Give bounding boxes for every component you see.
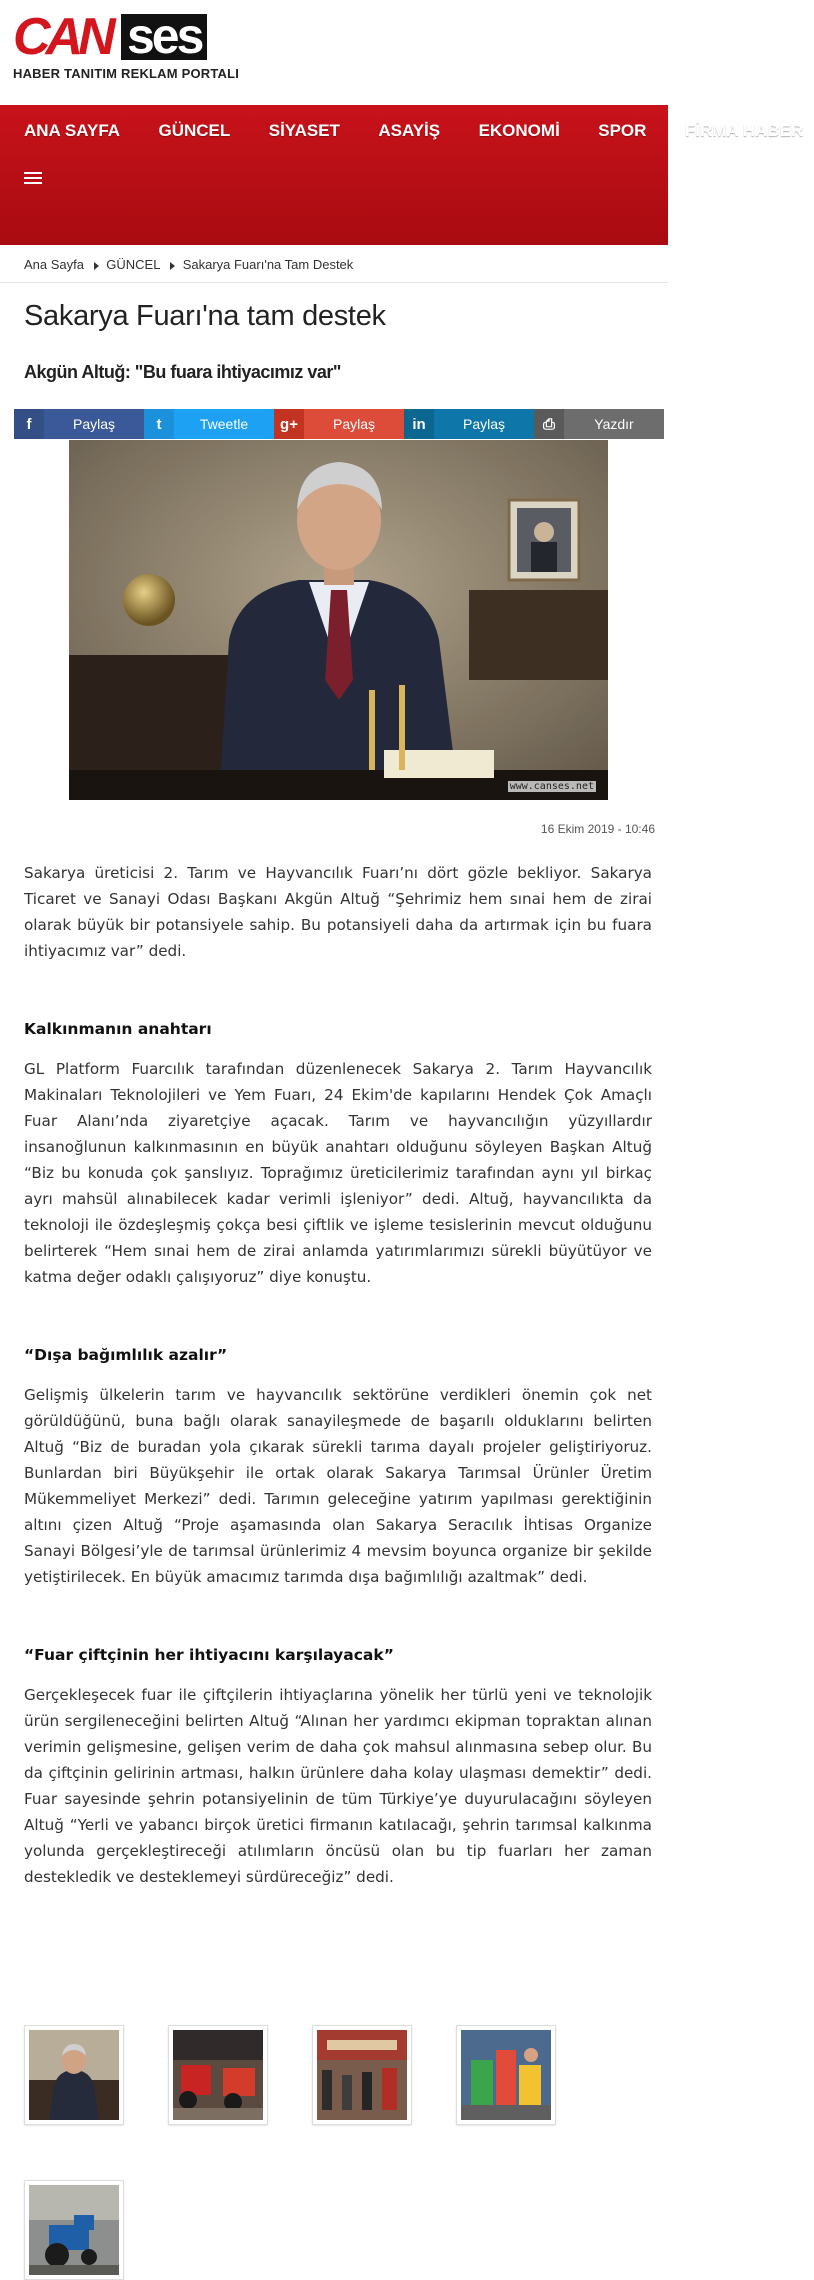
nav-item-siyaset[interactable]: SİYASET (268, 121, 340, 140)
twitter-icon: t (144, 409, 174, 439)
nav-item-ekonomi[interactable]: EKONOMİ (478, 121, 560, 140)
section-heading: “Dışa bağımlılık azalır” (24, 1346, 228, 1364)
article-paragraph: Gerçekleşecek fuar ile çiftçilerin ihtiyaçlarına yönelik her türlü yeni ve teknolojik ürün sergileneceğini belirten Altuğ “Alınan her yardımcı ekipman topraktan alınan verimin gelişmesine, gelişen verim de daha çok mahsul alınmasına sebep olur. Bu da çiftçinin gelirinin artması, halkın ürünlere daha kolay ulaşması demektir” dedi. Fuar sayesinde şehrin potansiyelinin de tüm Türkiye’ye duyurulacağını söyleyen Altuğ “Yerli ve yabancı birçok üretici firmanın katılacağı, şehrin tarımsal kalkınma yolunda gerçekleştireceği atılımların öncüsü olan bu tip fuarları her zaman destekledik ve desteklemeyi sürdüreceğiz” dedi. (24, 1686, 652, 1886)
nav-item-spor[interactable]: SPOR (598, 121, 647, 140)
article-body (24, 860, 652, 1890)
share-facebook-button[interactable] (14, 409, 144, 439)
share-googleplus-label: Paylaş (332, 416, 376, 432)
gallery-thumbnail[interactable] (312, 2025, 412, 2125)
share-googleplus-button[interactable] (274, 409, 404, 439)
gallery-thumbnail[interactable] (168, 2025, 268, 2125)
linkedin-icon: in (404, 409, 434, 439)
logo-can-text: CAN (13, 8, 111, 66)
breadcrumb-category[interactable]: GÜNCEL (106, 257, 161, 272)
nav-item-ana-sayfa[interactable]: ANA SAYFA (24, 121, 121, 140)
share-linkedin-button[interactable] (404, 409, 534, 439)
facebook-icon: f (14, 409, 44, 439)
breadcrumb-home[interactable]: Ana Sayfa (24, 257, 84, 272)
article-paragraph: Sakarya üreticisi 2. Tarım ve Hayvancılık Fuarı’nı dört gözle bekliyor. Sakarya Ticaret ve Sanayi Odası Başkanı Akgün Altuğ “Şehrimiz hem sınai hem de zirai olarak büyük bir potansiyele sahip. Bu potansiyeli daha da artırmak için bu fuara ihtiyacımız var” dedi. (24, 864, 652, 960)
logo-ses-text: ses (121, 14, 207, 60)
breadcrumb (0, 245, 668, 283)
image-watermark: www.canses.net (509, 781, 594, 792)
breadcrumb-arrow-icon (94, 262, 99, 270)
article-paragraph: Gelişmiş ülkelerin tarım ve hayvancılık sektörüne verdikleri önemin çok net görüldüğünü, buna bağlı olarak sanayileşmede de başarılı olduklarını belirten Altuğ “Biz de buradan yola çıkarak sürekli tarıma dayalı projeler geliştiriyoruz. Bunlardan biri Büyükşehir ile ortak olarak Sakarya Tarımsal Ürünler Üretim Mükemmeliyet Merkezi” dedi. Tarımın geleceğine yatırım yapılması gerektiğinin altını çizen Altuğ “Proje aşamasında olan Sakarya Seracılık İhtisas Organize Sanayi Bölgesi’yle de tarımsal ürünlerimiz 4 mevsim boyunca organize bir şekilde yetiştirilecek. En büyük amacımız tarımda dışa bağımlılığı azaltmak” dedi. (24, 1386, 652, 1586)
site-logo[interactable] (13, 8, 235, 66)
thumbnail-image (29, 2030, 119, 2120)
article-main-image (69, 440, 608, 800)
gallery-thumbnail[interactable] (24, 2025, 124, 2125)
breadcrumb-arrow-icon (170, 262, 175, 270)
thumbnail-image (317, 2030, 407, 2120)
thumbnail-image (461, 2030, 551, 2120)
print-button[interactable] (534, 409, 664, 439)
thumbnail-image (173, 2030, 263, 2120)
hamburger-icon[interactable] (24, 172, 42, 186)
share-facebook-label: Paylaş (72, 416, 116, 432)
article-subtitle: Akgün Altuğ: "Bu fuara ihtiyacımız var" (24, 362, 341, 382)
thumbnail-image (29, 2185, 119, 2275)
nav-item-firma-haber[interactable]: FİRMA HABER (684, 121, 804, 140)
gallery-thumbnail[interactable] (24, 2180, 124, 2280)
share-twitter-label: Tweetle (199, 416, 249, 432)
print-icon: ⎙ (534, 409, 564, 439)
publish-date: 16 Ekim 2019 - 10:46 (540, 822, 655, 836)
main-nav (0, 105, 804, 245)
share-twitter-button[interactable] (144, 409, 274, 439)
share-bar (14, 409, 664, 439)
site-header (0, 0, 668, 105)
site-tagline: HABER TANITIM REKLAM PORTALI (13, 66, 240, 81)
section-heading: Kalkınmanın anahtarı (24, 1020, 212, 1038)
gallery-thumbnail[interactable] (456, 2025, 556, 2125)
article-title: Sakarya Fuarı'na tam destek (24, 300, 386, 332)
google-plus-icon: g+ (274, 409, 304, 439)
main-image-illustration (69, 440, 608, 800)
nav-item-guncel[interactable]: GÜNCEL (158, 121, 231, 140)
nav-item-asayis[interactable]: ASAYİŞ (378, 121, 441, 140)
article-paragraph: GL Platform Fuarcılık tarafından düzenlenecek Sakarya 2. Tarım Hayvancılık Makinaları Teknolojileri ve Yem Fuarı, 24 Ekim'de kapılarını Hendek Çok Amaçlı Fuar Alanı’nda ziyaretçiye açacak. Tarım ve hayvancılığın yüzyıllardır insanoğlunun kalkınmasının en büyük anahtarı olduğunu söyleyen Başkan Altuğ “Biz bu konuda çok şanslıyız. Toprağımız üreticilerimiz tarafından aynı yıl birkaç ayrı mahsül alınabilecek kadar verimli işleniyor” dedi. Altuğ, hayvancılıkta da teknoloji ile özdeşleşmiş çokça besi çiftlik ve işleme tesislerinin mevcut olduğunu belirterek “Hem sınai hem de zirai anlamda yatırımlarımızı sürekli büyütüyor ve katma değer odaklı çalışıyoruz” diye konuştu. (24, 1060, 652, 1286)
share-linkedin-label: Paylaş (462, 416, 506, 432)
print-label: Yazdır (594, 416, 634, 432)
section-heading: “Fuar çiftçinin her ihtiyacını karşılayacak” (24, 1646, 394, 1664)
breadcrumb-current: Sakarya Fuarı'na Tam Destek (182, 257, 354, 272)
